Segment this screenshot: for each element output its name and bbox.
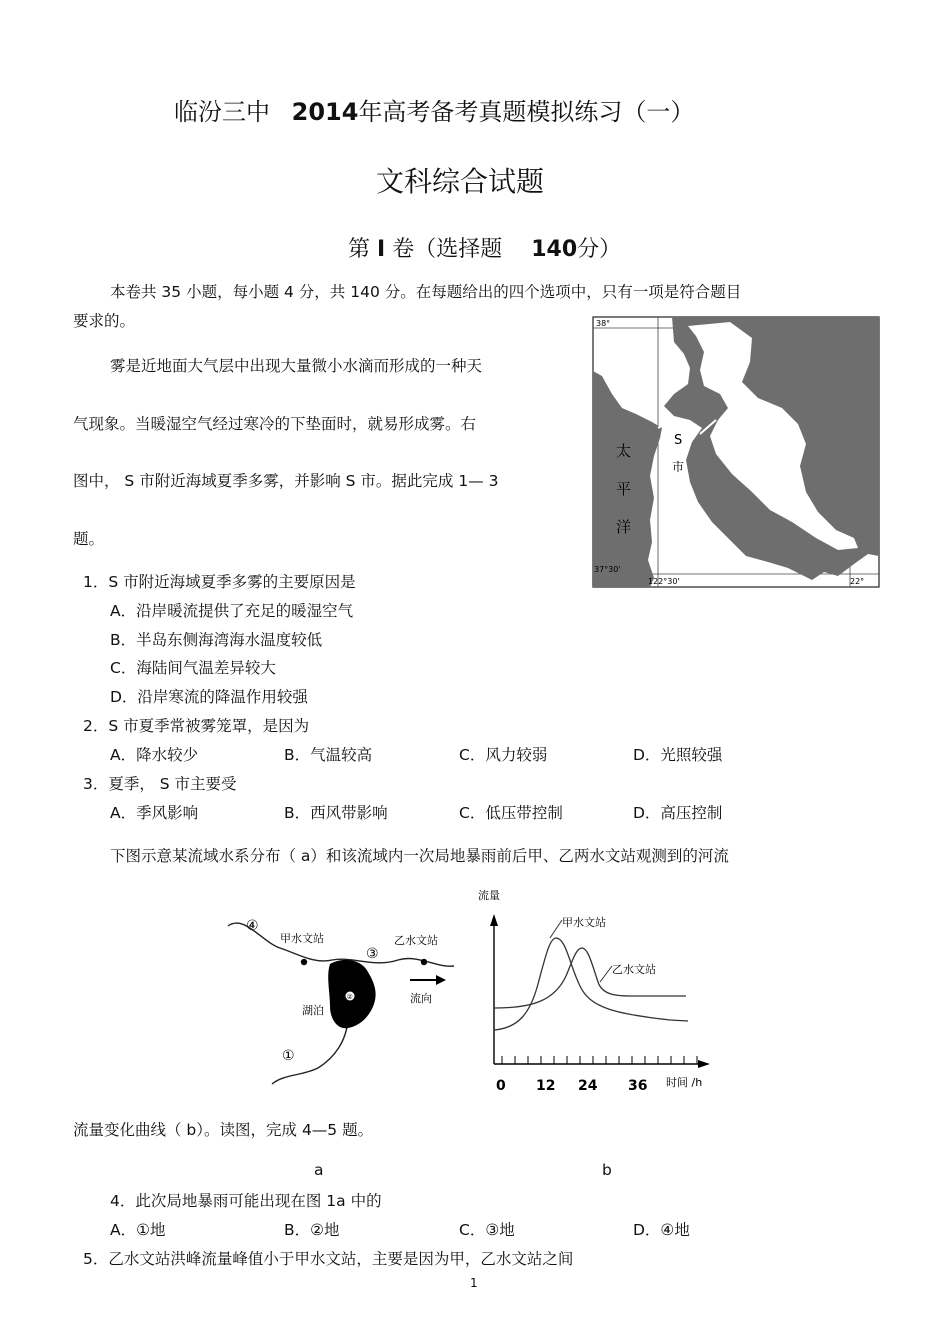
bay-area-map [592, 316, 880, 588]
q4-option-b: B．②地 [284, 1221, 340, 1239]
map-lat-bottom: 37°30' [594, 565, 621, 574]
q1-option-d: D．沿岸寒流的降温作用较强 [110, 688, 308, 706]
river-intro: 下图示意某流域水系分布（ a）和该流域内一次局地暴雨前后甲、乙两水文站观测到的河流 [110, 847, 729, 865]
exam-year: 2014 [291, 98, 359, 126]
q1-option-a: A．沿岸暖流提供了充足的暖湿空气 [110, 602, 354, 620]
station-jia-dot [301, 959, 307, 965]
map-ocean-char-3: 洋 [616, 518, 632, 536]
section-roman: I [377, 237, 386, 262]
river-outro: 流量变化曲线（ b）。读图，完成 4—5 题。 [73, 1121, 374, 1139]
fog-line-3: 图中， S 市附近海域夏季多雾，并影响 S 市。据此完成 1— 3 [73, 472, 499, 490]
section-mid: 卷（选择题 [392, 237, 503, 262]
q2-stem: 2．S 市夏季常被雾笼罩，是因为 [83, 717, 310, 735]
q1-option-b: B．半岛东侧海湾海水温度较低 [110, 631, 323, 649]
label-curve-yi: 乙水文站 [612, 963, 656, 976]
q4-option-a: A．①地 [110, 1221, 166, 1239]
section-score: 140 [531, 237, 578, 262]
map-lat-top: 38° [596, 319, 611, 328]
q4-stem: 4．此次局地暴雨可能出现在图 1a 中的 [110, 1192, 382, 1210]
figure-label-b: b [602, 1161, 612, 1179]
leader-jia [550, 920, 562, 938]
station-yi-dot [421, 959, 427, 965]
q3-option-a: A．季风影响 [110, 804, 199, 822]
map-city-shi: 市 [672, 460, 685, 474]
leader-yi [600, 966, 612, 982]
q2-option-c: C．风力较弱 [459, 746, 548, 764]
q2-option-b: B．气温较高 [284, 746, 373, 764]
intro-line-1: 本卷共 35 小题，每小题 4 分，共 140 分。在每题给出的四个选项中，只有一项是符合题目 [110, 283, 742, 301]
title-rest: 年高考备考真题模拟练习（一） [358, 98, 695, 126]
label-lake: 湖泊 [302, 1004, 324, 1017]
label-station-yi: 乙水文站 [394, 934, 438, 947]
tick-label-12: 12 [536, 1078, 556, 1094]
exam-subtitle: 文科综合试题 [376, 165, 545, 198]
marker-4: ④ [246, 918, 259, 934]
section-post: 分） [577, 237, 622, 262]
figure-label-a: a [314, 1161, 324, 1179]
marker-1: ① [282, 1048, 295, 1064]
flow-arrow-icon [436, 975, 446, 985]
section-pre: 第 [348, 237, 371, 262]
map-ocean-char-1: 太 [616, 442, 632, 460]
q3-stem: 3．夏季， S 市主要受 [83, 775, 237, 793]
x-axis-label: 时间 /h [666, 1076, 703, 1089]
q2-option-a: A．降水较少 [110, 746, 199, 764]
curve-jia [494, 938, 688, 1030]
map-ocean-char-2: 平 [616, 480, 632, 498]
river-system-map [222, 908, 462, 1092]
tick-label-0: 0 [496, 1078, 506, 1094]
x-axis-arrow-icon [698, 1060, 710, 1068]
label-station-jia: 甲水文站 [280, 932, 324, 945]
q1-option-c: C．海陆间气温差异较大 [110, 659, 276, 677]
q3-option-c: C．低压带控制 [459, 804, 563, 822]
map-lon-1: 122°30' [648, 577, 680, 586]
section-heading [348, 232, 621, 263]
x-axis-ticks [502, 1056, 697, 1064]
y-axis-arrow-icon [490, 914, 498, 926]
label-flow: 流向 [410, 992, 432, 1005]
label-curve-jia: 甲水文站 [562, 916, 606, 929]
q3-option-d: D．高压控制 [633, 804, 723, 822]
fog-line-2: 气现象。当暖湿空气经过寒冷的下垫面时，就易形成雾。右 [73, 415, 477, 433]
map-city-s: S [674, 433, 683, 448]
marker-3: ③ [366, 946, 379, 962]
tick-label-36: 36 [628, 1078, 648, 1094]
intro-line-2: 要求的。 [73, 312, 136, 330]
school-name: 临汾三中 [174, 98, 270, 126]
q2-option-d: D．光照较强 [633, 746, 723, 764]
y-axis-label: 流量 [478, 889, 500, 902]
q5-stem: 5．乙水文站洪峰流量峰值小于甲水文站，主要是因为甲，乙水文站之间 [83, 1250, 574, 1268]
exam-title [174, 92, 694, 127]
tick-label-24: 24 [578, 1078, 598, 1094]
q4-option-c: C．③地 [459, 1221, 515, 1239]
q3-option-b: B．西风带影响 [284, 804, 388, 822]
marker-2: ② [346, 993, 353, 1001]
map-lon-2: 22° [850, 577, 865, 586]
fog-line-4: 题。 [73, 530, 105, 548]
page-number: 1 [470, 1276, 478, 1290]
q1-stem: 1．S 市附近海域夏季多雾的主要原因是 [83, 573, 356, 591]
hydrograph [470, 884, 720, 1094]
fog-line-1: 雾是近地面大气层中出现大量微小水滴而形成的一种天 [110, 357, 483, 375]
q4-option-d: D．④地 [633, 1221, 690, 1239]
